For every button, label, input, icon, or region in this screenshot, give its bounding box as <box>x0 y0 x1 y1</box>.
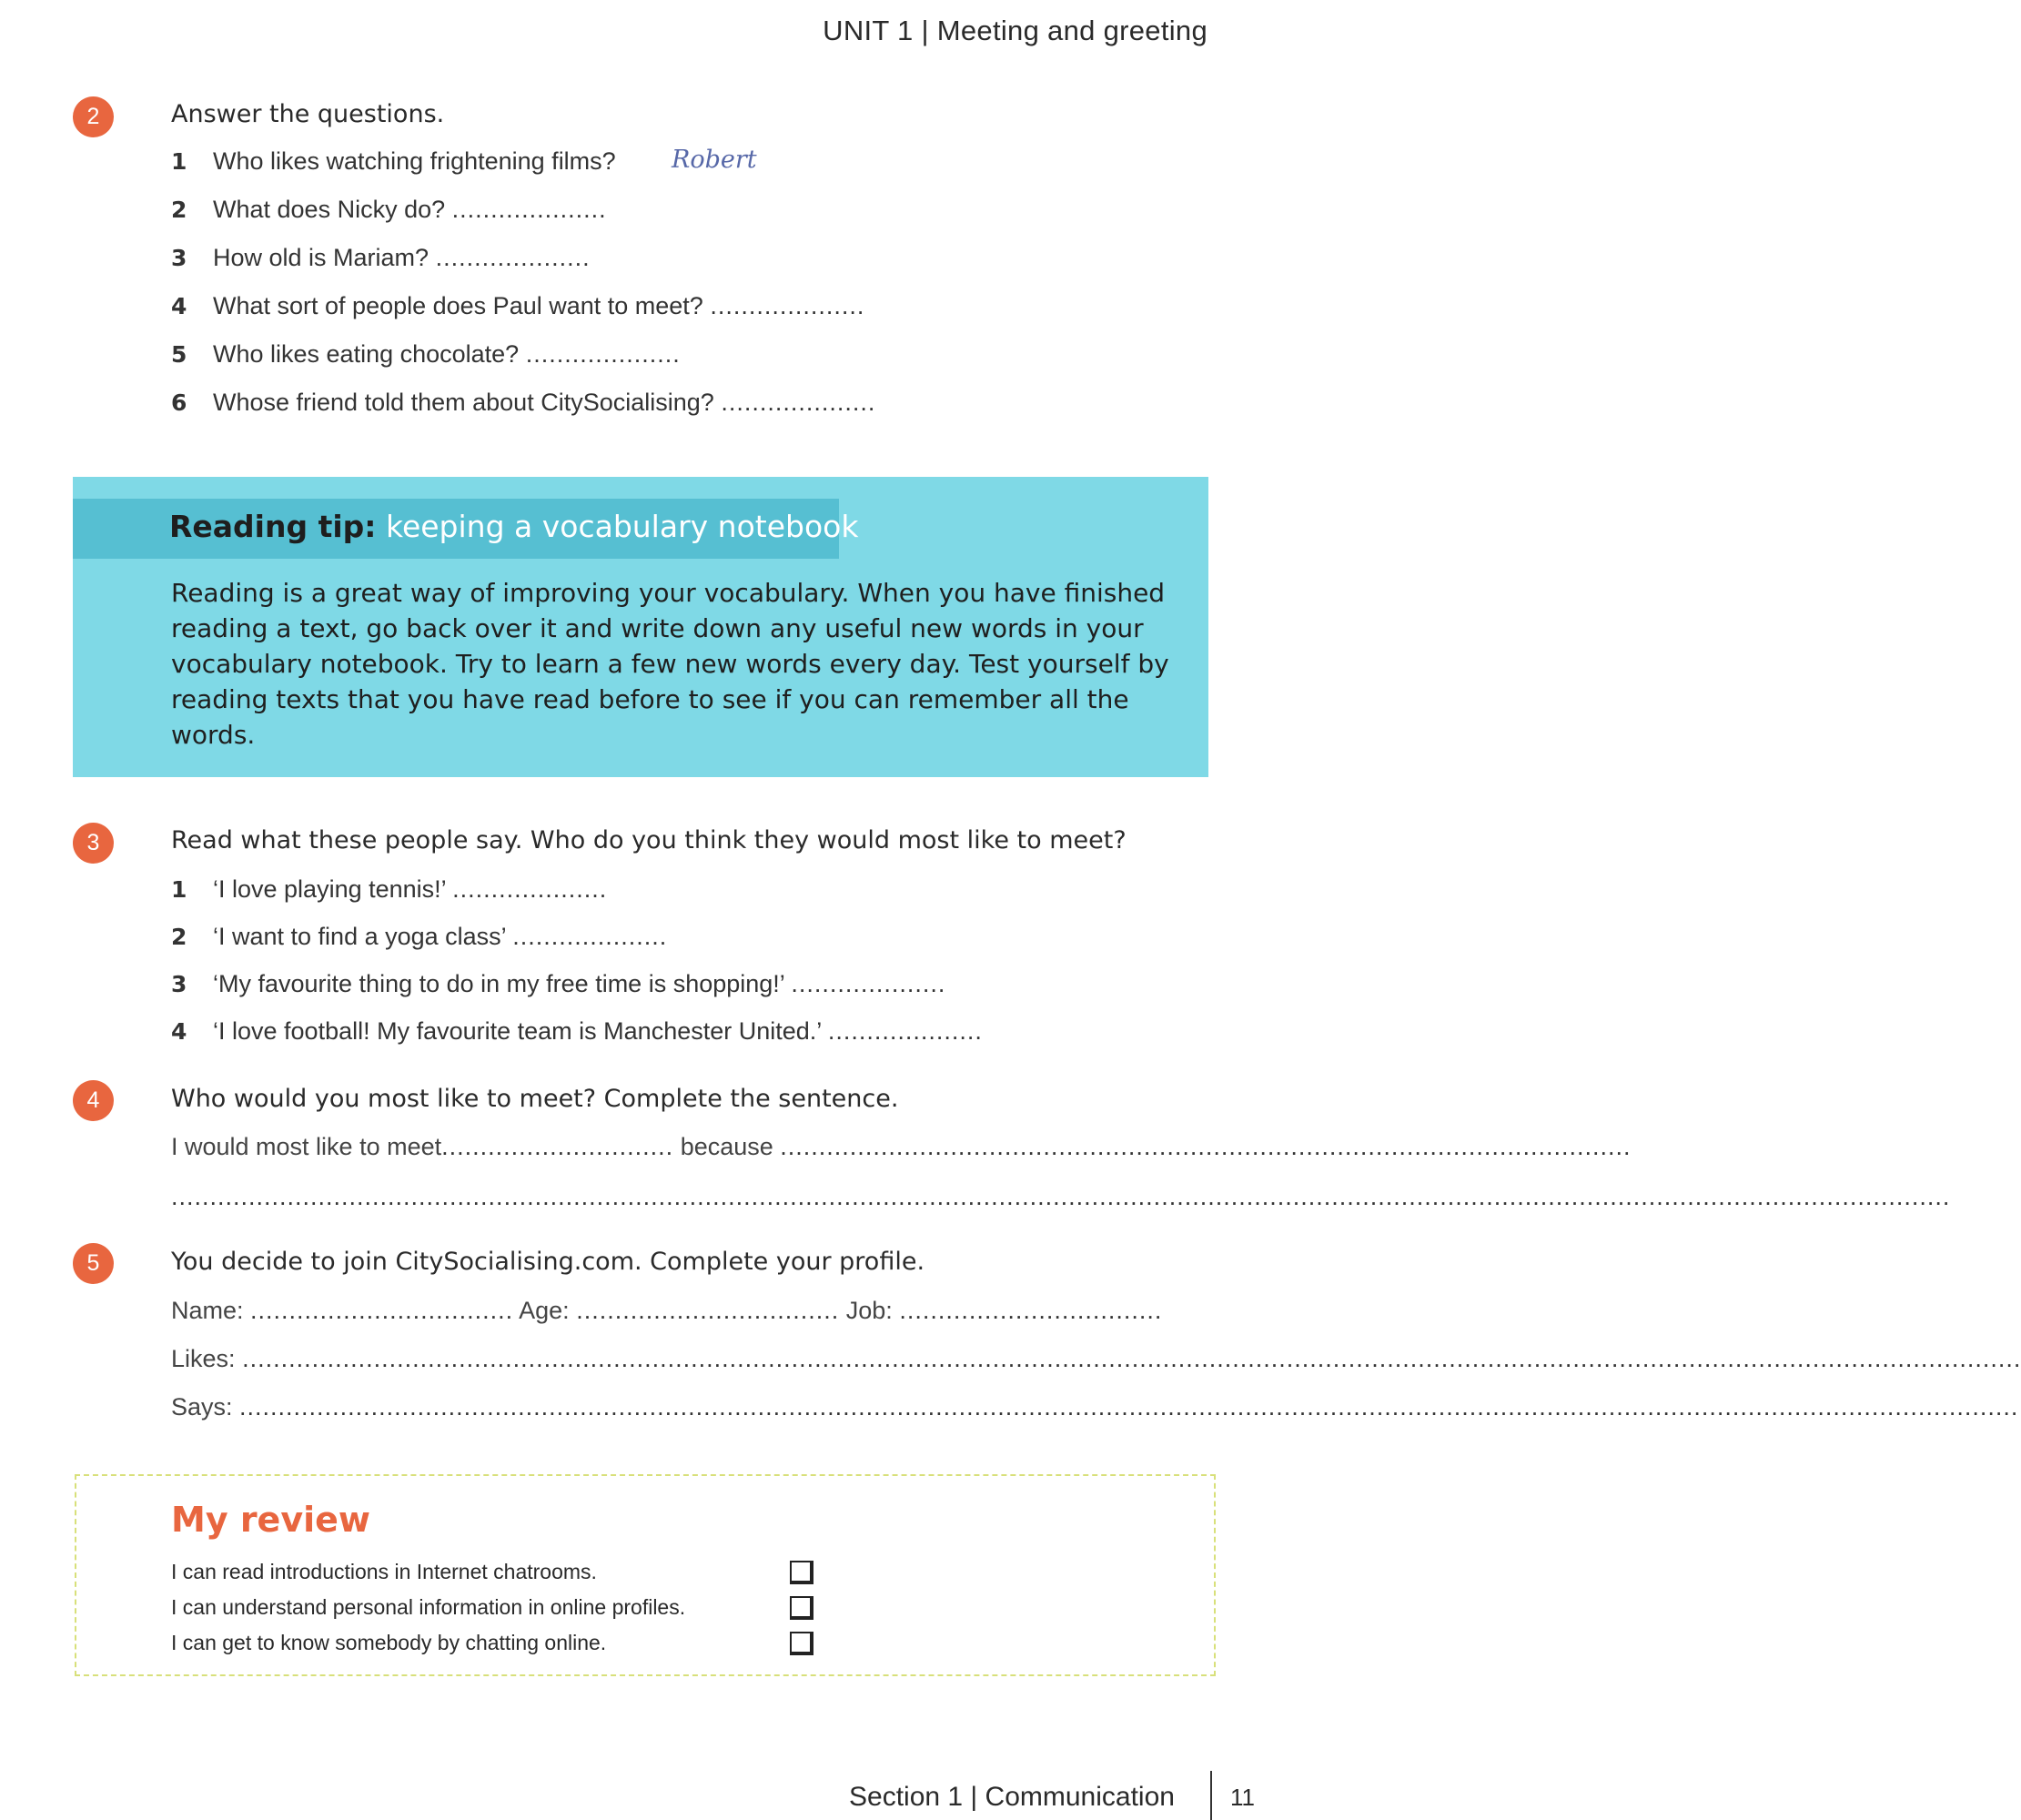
review-item: I can read introductions in Internet chatrooms. <box>171 1560 597 1583</box>
review-item: I can understand personal information in online profiles. <box>171 1595 686 1619</box>
quote-text: ‘My favourite thing to do in my free time is shopping!’ <box>213 970 784 997</box>
answer-blank[interactable]: .................... <box>451 196 607 223</box>
sentence-start: I would most like to meet <box>171 1133 442 1160</box>
question-text: How old is Mariam? <box>213 244 429 271</box>
question-row <box>171 389 875 417</box>
quote-number: 1 <box>171 876 187 903</box>
exercise-title: You decide to join CitySocialising.com. Complete your profile. <box>171 1248 925 1276</box>
answer-blank[interactable]: .................... <box>710 292 865 319</box>
likes-field[interactable]: ...................................................................................................................................................................................................................................... <box>242 1345 2021 1372</box>
exercise-title: Who would you most like to meet? Complete the sentence. <box>171 1085 899 1113</box>
name-label: Name: <box>171 1297 244 1324</box>
quote-number: 3 <box>171 971 187 997</box>
question-number: 3 <box>171 245 187 271</box>
profile-line-name-age-job <box>171 1297 1214 1325</box>
page-number: 11 <box>1230 1784 1255 1811</box>
says-label: Says: <box>171 1393 233 1421</box>
review-checkbox[interactable] <box>790 1596 813 1620</box>
exercise-title: Answer the questions. <box>171 100 445 128</box>
likes-label: Likes: <box>171 1345 236 1372</box>
answer-blank[interactable]: .................... <box>827 1017 983 1045</box>
question-row <box>171 340 681 369</box>
question-text: Whose friend told them about CitySocialising? <box>213 389 714 416</box>
age-field[interactable]: .................................. <box>576 1297 840 1324</box>
exercise-number-badge: 2 <box>73 96 114 137</box>
answer-blank[interactable]: ...................................................................................................................................................................................................................................... <box>171 1183 1951 1210</box>
footer-divider <box>1210 1771 1212 1820</box>
question-number: 1 <box>171 148 187 175</box>
handwritten-answer[interactable]: Robert <box>672 146 757 174</box>
quote-text: ‘I love playing tennis!’ <box>213 875 446 903</box>
answer-blank[interactable]: .............................. <box>441 1133 674 1160</box>
profile-line-says <box>171 1393 2019 1421</box>
answer-blank[interactable]: .................... <box>512 923 668 950</box>
answer-blank[interactable]: .................... <box>721 389 876 416</box>
quote-text: ‘I love football! My favourite team is Manchester United.’ <box>213 1017 822 1045</box>
quote-number: 2 <box>171 924 187 950</box>
question-text: Who likes watching frightening films? <box>213 147 616 175</box>
question-number: 2 <box>171 197 187 223</box>
says-field[interactable]: ...................................................................................................................................................................................................................................... <box>239 1393 2019 1421</box>
quote-number: 4 <box>171 1018 187 1045</box>
reading-tip-header <box>73 499 859 559</box>
my-review-box <box>75 1474 1216 1676</box>
reading-tip-body: Reading is a great way of improving your vocabulary. When you have finished reading a text, go back over it and write down any useful new words in your vocabulary notebook. Try to learn a few new words every day. Test yourself by reading texts that you have read before to see if you can remember all the words. <box>171 578 1169 750</box>
quote-row <box>171 970 945 998</box>
exercise-number-badge: 4 <box>73 1080 114 1121</box>
question-text: What does Nicky do? <box>213 196 446 223</box>
question-row <box>171 196 607 224</box>
exercise-title: Read what these people say. Who do you think they would most like to meet? <box>171 826 1127 854</box>
job-field[interactable]: .................................. <box>899 1297 1163 1324</box>
question-text: Who likes eating chocolate? <box>213 340 520 368</box>
because-label: because <box>680 1133 773 1160</box>
section-footer: Section 1 | Communication <box>849 1782 1175 1812</box>
reading-tip-label: Reading tip: <box>169 509 377 544</box>
question-number: 4 <box>171 293 187 319</box>
exercise-number-badge: 5 <box>73 1243 114 1284</box>
question-row <box>171 147 616 176</box>
reading-tip-subject: keeping a vocabulary notebook <box>386 509 859 544</box>
exercise-number-badge: 3 <box>73 823 114 864</box>
age-label: Age: <box>519 1297 570 1324</box>
review-checkbox[interactable] <box>790 1561 813 1584</box>
quote-row <box>171 1017 983 1046</box>
sentence-continuation-line <box>171 1183 1951 1211</box>
question-text: What sort of people does Paul want to meet? <box>213 292 703 319</box>
quote-row <box>171 923 667 951</box>
question-number: 6 <box>171 389 187 416</box>
answer-blank[interactable]: .................... <box>791 970 946 997</box>
answer-blank[interactable]: .................... <box>525 340 681 368</box>
review-title: My review <box>171 1500 371 1540</box>
sentence-completion-line <box>171 1133 1632 1161</box>
answer-blank[interactable]: .................... <box>452 875 608 903</box>
quote-text: ‘I want to find a yoga class’ <box>213 923 506 950</box>
job-label: Job: <box>845 1297 893 1324</box>
reading-tip-heading <box>169 509 858 544</box>
answer-blank[interactable]: .............................................................................................................. <box>780 1133 1632 1160</box>
name-field[interactable]: .................................. <box>250 1297 514 1324</box>
question-row <box>171 244 591 272</box>
review-item: I can get to know somebody by chatting online. <box>171 1631 607 1654</box>
answer-blank[interactable]: .................... <box>435 244 591 271</box>
quote-row <box>171 875 607 904</box>
reading-tip-box <box>73 477 1208 777</box>
review-checkbox[interactable] <box>790 1632 813 1655</box>
question-row <box>171 292 864 320</box>
profile-line-likes <box>171 1345 2021 1373</box>
question-number: 5 <box>171 341 187 368</box>
unit-header: UNIT 1 | Meeting and greeting <box>823 15 1208 46</box>
